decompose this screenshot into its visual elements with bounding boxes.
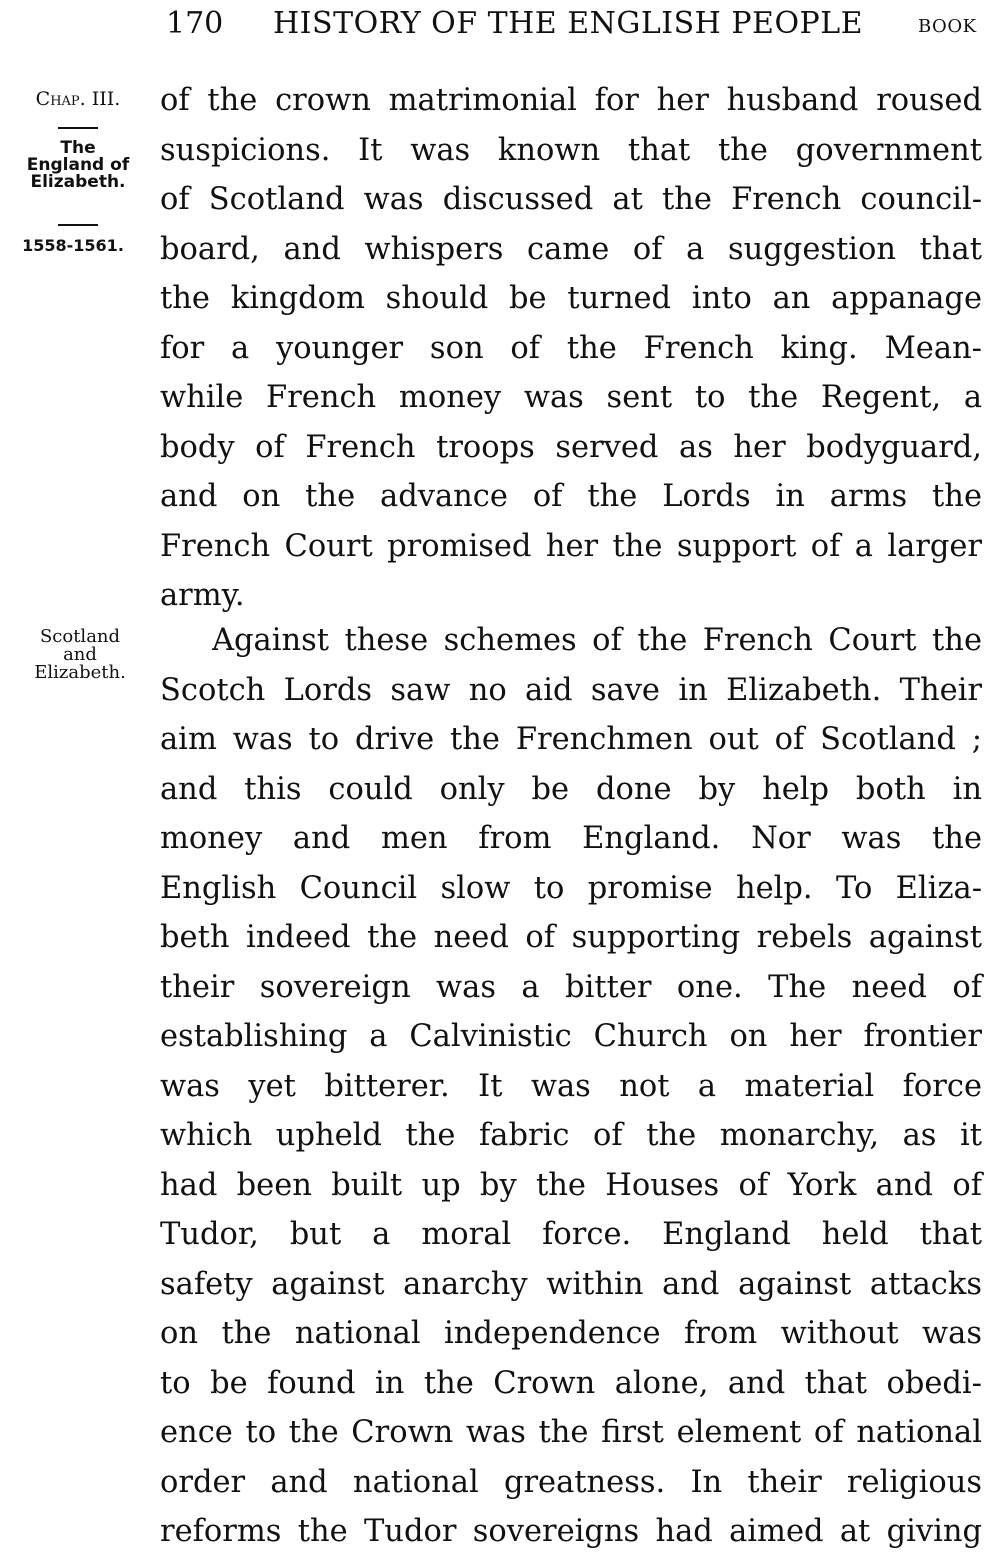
text-line: was yet bitterer. It was not a material force: [160, 1068, 982, 1104]
text-line: army.: [160, 578, 245, 613]
margin-note-line: England of: [26, 155, 130, 175]
text-line: order and national greatness. In their religious: [160, 1464, 982, 1500]
text-line: establishing a Calvinistic Church on her frontier: [160, 1019, 982, 1054]
margin-note-line: Elizabeth.: [34, 662, 126, 683]
margin-note-line: and: [63, 644, 97, 665]
text-line: English Council slow to promise help. To Eliza-: [160, 870, 982, 906]
page-header: [0, 2, 1000, 46]
text-line: of the crown matrimonial for her husband roused: [160, 83, 982, 118]
text-line: their sovereign was a bitter one. The need of: [160, 969, 982, 1005]
text-line: reforms the Tudor sovereigns had aimed at giving: [160, 1514, 982, 1549]
running-title: HISTORY OF THE ENGLISH PEOPLE: [273, 6, 864, 41]
text-line: aim was to drive the Frenchmen out of Scotland ;: [160, 722, 982, 757]
text-line: board, and whispers came of a suggestion that: [160, 231, 982, 267]
text-line: to be found in the Crown alone, and that obedi-: [160, 1365, 982, 1401]
margin-note-line: Scotland: [39, 626, 121, 647]
margin-note-dates: 1558-1561.: [22, 236, 124, 255]
text-line: beth indeed the need of supporting rebels against: [160, 920, 982, 955]
margin-note-line: The: [60, 138, 96, 158]
text-line: had been built up by the Houses of York and of: [160, 1167, 982, 1203]
text-line: for a younger son of the French king. Mean-: [160, 330, 982, 366]
text-line: body of French troops served as her bodyguard,: [160, 429, 982, 465]
paragraph-2: [160, 616, 982, 1557]
paragraph-1: [160, 76, 982, 621]
margin-note-scotland: [0, 628, 160, 682]
margin-chapter-label: Chap. III.: [35, 88, 121, 110]
margin-note-line: Elizabeth.: [30, 172, 126, 192]
book-label: BOOK: [918, 16, 977, 37]
text-line: Scotch Lords saw no aid save in Elizabeth. Their: [160, 672, 982, 708]
text-line: French Court promised her the support of a larger: [160, 528, 982, 564]
margin-note-section: [8, 140, 148, 191]
text-line: safety against anarchy within and against attacks: [160, 1266, 982, 1302]
text-line: Tudor, but a moral force. England held that: [160, 1217, 982, 1252]
text-line: Against these schemes of the French Court the: [212, 623, 982, 658]
text-line: while French money was sent to the Regent, a: [160, 380, 982, 415]
text-line: money and men from England. Nor was the: [160, 821, 982, 856]
text-line: and this could only be done by help both in: [160, 771, 982, 807]
text-line: on the national independence from without was: [160, 1316, 982, 1351]
page-number: 170: [166, 6, 224, 41]
margin-divider: [58, 127, 98, 129]
margin-divider: [58, 224, 98, 226]
text-line: ence to the Crown was the first element of national: [160, 1415, 982, 1450]
text-line: and on the advance of the Lords in arms the: [160, 479, 982, 514]
text-line: suspicions. It was known that the government: [160, 132, 982, 168]
text-line: the kingdom should be turned into an appanage: [160, 281, 982, 316]
text-line: which upheld the fabric of the monarchy, as it: [160, 1118, 982, 1153]
text-line: of Scotland was discussed at the French council-: [160, 182, 982, 217]
